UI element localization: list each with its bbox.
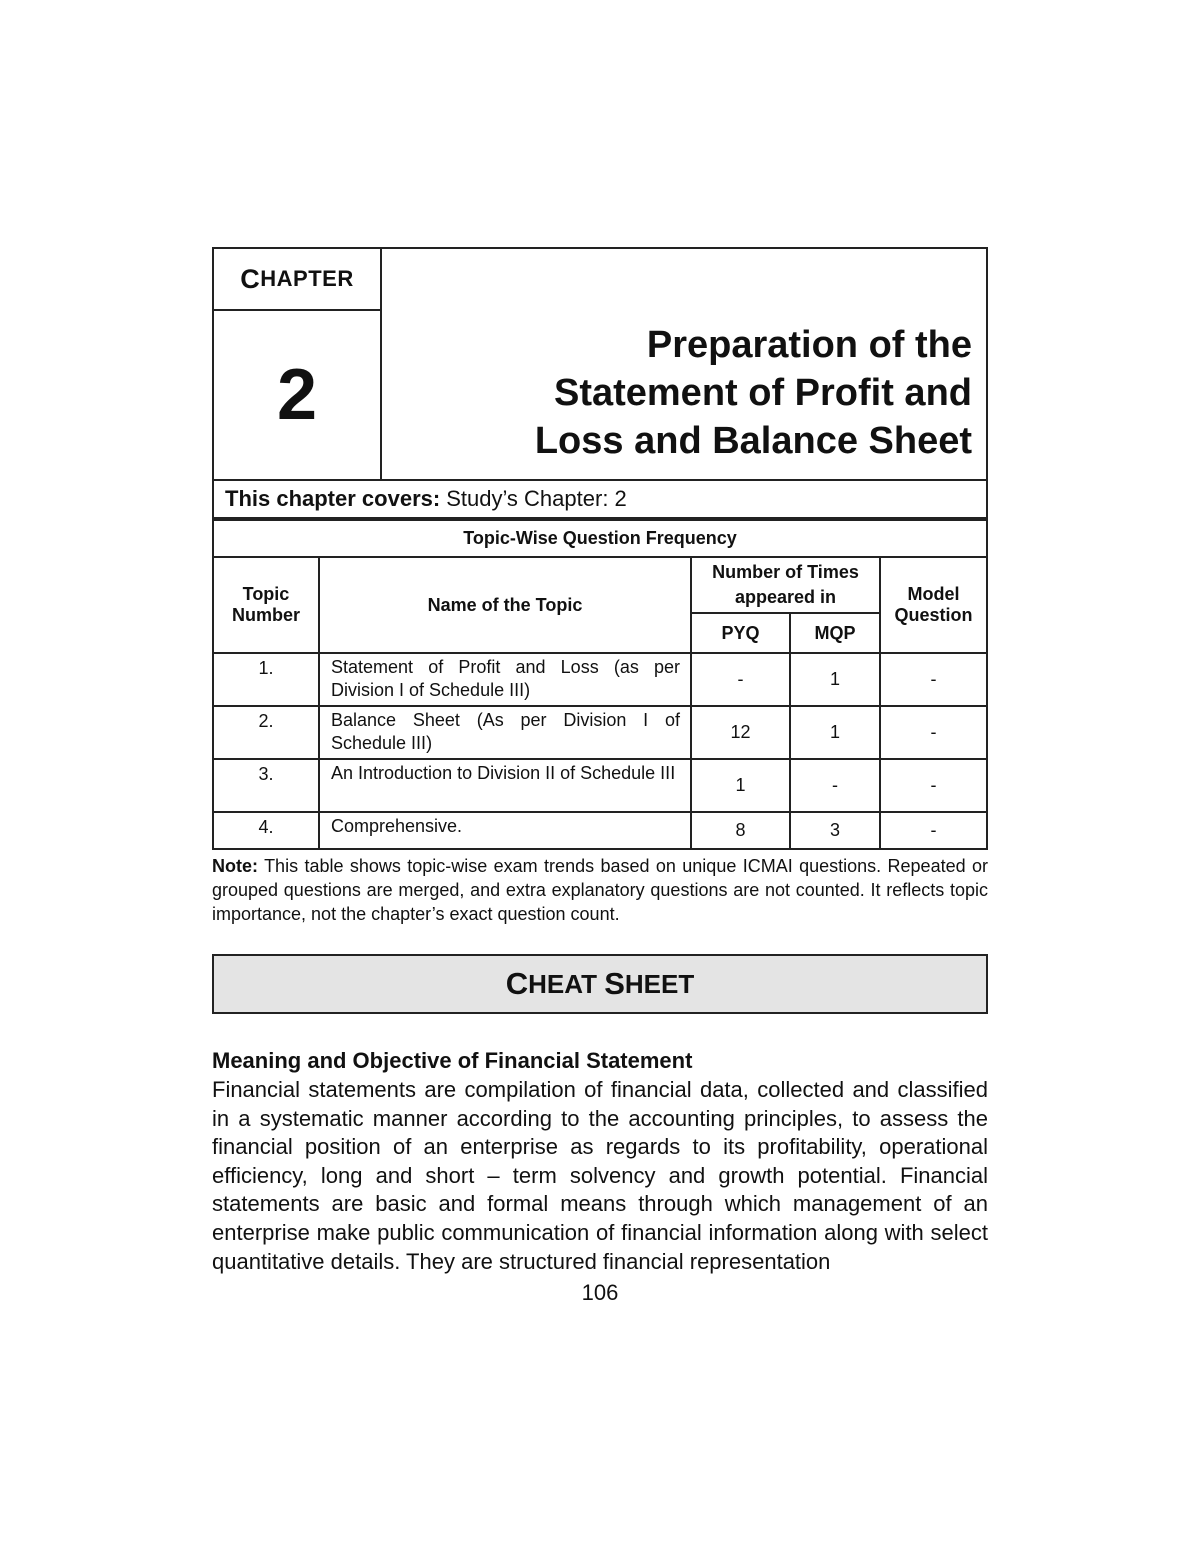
chapter-title-line: Preparation of the: [646, 324, 972, 366]
mqp-count: 1: [790, 706, 880, 759]
chapter-label: [214, 249, 380, 311]
covers-value: Study’s Chapter: 2: [446, 486, 627, 511]
table-row: [213, 759, 987, 812]
topic-number: 4.: [213, 812, 319, 849]
topic-name: Balance Sheet (As per Division I of Schedule III): [319, 706, 691, 759]
pyq-count: 8: [691, 812, 790, 849]
header-text: Topic: [242, 584, 290, 604]
header-text: Number of Times: [712, 562, 859, 582]
header-mqp: MQP: [790, 613, 880, 653]
chapter-title-area: [382, 249, 986, 479]
topic-name: An Introduction to Division II of Schedule III: [319, 759, 691, 812]
cheat-sheet-initial: C: [505, 966, 529, 1001]
note-text: This table shows topic-wise exam trends based on unique ICMAI questions. Repeated or grouped questions are merged, and extra explanatory questions are not counted. It reflects topic importance, not the chapter’s exact question count.: [212, 856, 988, 924]
section-paragraph: Financial statements are compilation of financial data, collected and classified in a systematic manner according to the accounting principles, to assess the financial position of an enterprise as regards to its profitability, operational efficiency, long and short – term solvency and growth potential. Financial statements are basic and formal means through which management of an enterprise make public communication of financial information along with select quantitative details. They are structured financial representation: [212, 1077, 988, 1274]
table-row: [213, 706, 987, 759]
chapter-label-initial: C: [240, 263, 261, 294]
table-row: [213, 653, 987, 706]
model-question-count: -: [880, 759, 987, 812]
chapter-title-line: Statement of Profit and: [553, 372, 972, 414]
section-heading: Meaning and Objective of Financial Statement: [212, 1048, 693, 1073]
cheat-sheet-banner: [212, 954, 988, 1014]
mqp-count: 3: [790, 812, 880, 849]
cheat-sheet-text: HEET: [624, 968, 695, 999]
topic-name: Statement of Profit and Loss (as per Division I of Schedule III): [319, 653, 691, 706]
header-topic-name: Name of the Topic: [319, 557, 691, 653]
header-text: Question: [894, 605, 973, 625]
model-question-count: -: [880, 706, 987, 759]
header-topic-number: [213, 557, 319, 653]
page-content: [212, 247, 988, 1276]
chapter-header: [212, 247, 988, 479]
topic-number: 3.: [213, 759, 319, 812]
cheat-sheet-initial: S: [604, 966, 625, 1001]
header-text: Number: [231, 605, 300, 625]
header-text: appeared in: [734, 587, 837, 607]
header-pyq: PYQ: [691, 613, 790, 653]
question-frequency-table: [212, 519, 988, 850]
chapter-label-rest: HAPTER: [260, 266, 354, 291]
pyq-count: -: [691, 653, 790, 706]
covers-label: This chapter covers:: [225, 486, 441, 511]
chapter-title-line: Loss and Balance Sheet: [534, 420, 972, 462]
topic-number: 2.: [213, 706, 319, 759]
header-text: Model: [907, 584, 960, 604]
cheat-sheet-text: HEAT: [528, 968, 597, 999]
header-model-question: [880, 557, 987, 653]
chapter-title: [535, 321, 972, 465]
mqp-count: 1: [790, 653, 880, 706]
note-label: Note:: [212, 856, 258, 876]
model-question-count: -: [880, 812, 987, 849]
pyq-count: 1: [691, 759, 790, 812]
mqp-count: -: [790, 759, 880, 812]
model-question-count: -: [880, 653, 987, 706]
topic-name: Comprehensive.: [319, 812, 691, 849]
chapter-box: [214, 249, 382, 479]
table-note: [212, 854, 988, 926]
page-number: 106: [581, 1280, 619, 1305]
chapter-covers: [212, 479, 988, 519]
chapter-number: 2: [276, 355, 318, 435]
table-row: [213, 812, 987, 849]
header-times-appeared: [691, 557, 880, 613]
pyq-count: 12: [691, 706, 790, 759]
table-caption: Topic-Wise Question Frequency: [213, 520, 987, 557]
topic-number: 1.: [213, 653, 319, 706]
